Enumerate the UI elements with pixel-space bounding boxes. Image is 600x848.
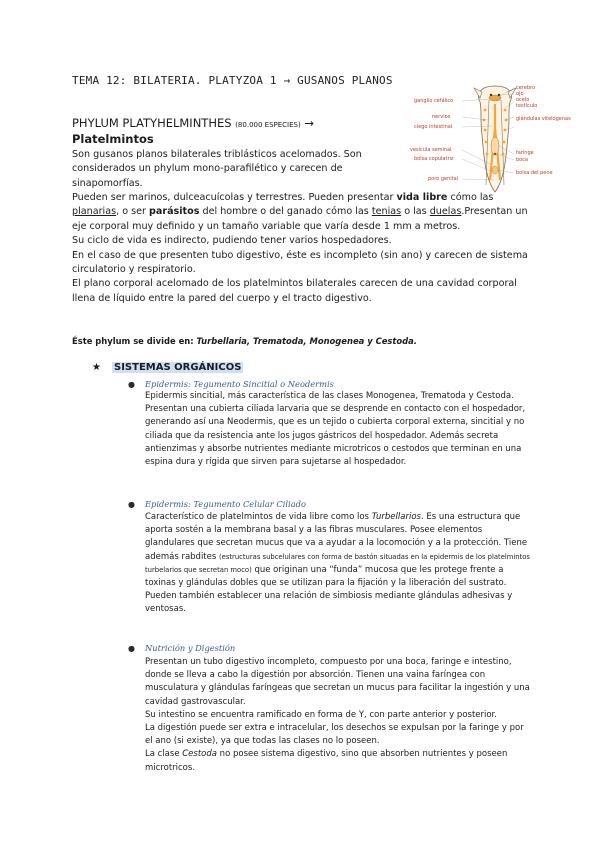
body-text: La clase <box>145 749 183 760</box>
body-text: Característico de platelmintos de vida libre como los <box>145 512 372 522</box>
body-text: La digestión puede ser extra e intracelular, los desechos se expulsan por la faringe y por el ano (si existe), ya que todas las clases no lo poseen. <box>145 723 524 747</box>
section-heading <box>92 362 243 373</box>
auricle-right <box>508 88 516 98</box>
classes-sentence <box>72 336 417 346</box>
item-body-tegumento-sincitial: Epidermis sincitial, más característica de las clases Monogenea, Trematoda y Cestoda. Presentan una cubierta ciliada larvaria que se desprende en contacto con el hospedador, generando así una Neodermis, que es un tejido o cubierta corporal externa, sincitial y no ciliada que da resistencia ante los jugos gástricos del hospedador. Además secreta antienzimas y absorbe nutrientes mediante microtricos o cestodos que terminan en una espina dura y rígida que sirven para sujetarse al hospedador. <box>145 391 526 468</box>
label-boca: boca <box>516 157 529 163</box>
intro-text: del hombre o del ganado cómo las <box>199 206 372 218</box>
label-faringe: faringe <box>516 150 534 156</box>
intro-paragraph-2 <box>72 191 542 306</box>
body-text: . Es una estructura que aporta sostén a la membrana basal y a las fibras musculares. Posee elementos glandulares que secretan mucus que va a ayudar a la locomoción y a la protección. Tiene además rabdites <box>145 512 528 562</box>
label-bolsa-pene: bolsa del pene <box>516 170 553 176</box>
intro-paragraph-1: Son gusanos planos bilaterales triblásticos acelomados. Son considerados un phylum mono-parafilético y carecen de sinapomorfías. <box>72 149 362 189</box>
intro-underline: planarias <box>72 206 117 218</box>
item-heading-text: Epidermis: Tegumento Celular Ciliado <box>144 499 306 509</box>
body-text: Presentan un tubo digestivo incompleto, compuesto por una boca, faringe e intestino, donde se lleva a cabo la digestión por absorción. Tienen una vaina faríngea con musculatura y glándulas faríngeas que secretan un mucus para facilitar la ingestión y una cavidad gastrovascular. <box>145 657 530 707</box>
item-heading-text: Epidermis: Tegumento Sincitial o Neodermis <box>144 379 334 389</box>
star-icon: ★ <box>92 362 101 373</box>
section-label: SISTEMAS ORGÁNICOS <box>114 362 242 373</box>
label-ocelo: ocelo <box>516 97 530 103</box>
body-text: no posee sistema digestivo, sino que absorben nutrientes y poseen microtricos. <box>145 749 508 773</box>
label-nervios: nervios <box>432 114 451 120</box>
label-testiculo: testículo <box>516 103 538 109</box>
label-vesicula: vesícula seminal <box>410 147 452 153</box>
intro-bold: parásitos <box>149 206 200 218</box>
label-glandulas: glándulas vitelógenas <box>516 116 571 122</box>
bullet-icon: ● <box>128 499 135 509</box>
pharynx <box>491 137 499 155</box>
arrow: → <box>304 116 315 130</box>
intro-underline: duelas <box>429 206 462 218</box>
eye-left <box>490 94 492 96</box>
item-heading-tegumento-sincitial <box>128 379 334 389</box>
intro-text: Pueden ser marinos, dulceacuícolas y terrestres. Pueden presentar <box>72 192 397 203</box>
intro-line: Su ciclo de vida es indirecto, pudiendo tener varios hospedadores. <box>72 235 392 247</box>
phylum-species-count: (80.000 ESPECIES) <box>235 121 301 129</box>
intro-bold: vida libre <box>396 192 448 203</box>
classes-lead: Éste phylum se divide en: <box>72 336 197 346</box>
phylum-name: PHYLUM PLATYHELMINTHES <box>72 116 232 130</box>
label-ciego: ciego intestinal <box>414 124 453 130</box>
flatworm-anatomy-diagram <box>410 80 580 196</box>
intro-underline: tenias <box>371 206 402 218</box>
body-text: Su intestino se encuentra ramificado en forma de Y, con parte anterior y posterior. <box>145 709 497 720</box>
intro-text: o las <box>401 206 430 218</box>
intro-text: cómo las <box>447 192 494 203</box>
body-italic: Turbellarios <box>371 512 421 522</box>
intro-line: El plano corporal acelomado de los platelmintos bilaterales carecen de una cavidad corporal llena de líquido entre la pared del cuerpo y el tracto digestivo. <box>72 278 517 304</box>
item-heading-tegumento-ciliado <box>128 499 306 509</box>
label-bolsa-copulatriz: bolsa copulatriz <box>414 156 454 162</box>
item-body-nutricion <box>145 656 533 775</box>
intro-text: , o ser <box>116 206 150 218</box>
body-italic: Cestoda <box>182 749 217 760</box>
item-heading-nutricion <box>128 643 235 653</box>
body-small-note: (estructuras subcelulares con forma de bastón situadas en la epidermis de los platelmintos turbelarios que secretan moco) <box>145 552 530 574</box>
bullet-icon: ● <box>128 643 135 653</box>
penis-bulb <box>492 166 498 174</box>
item-body-tegumento-ciliado <box>145 511 533 617</box>
intro-line: En el caso de que presenten tubo digestivo, éste es incompleto (sin ano) y carecen de sistema circulatorio y respiratorio. <box>72 249 528 276</box>
phylum-heading <box>72 116 412 132</box>
classes-list: Turbellaria, Trematoda, Monogenea y Cestoda. <box>196 336 417 346</box>
label-poro-genital: poro genital <box>428 176 459 182</box>
auricle-left <box>474 88 482 98</box>
item-heading-text: Nutrición y Digestión <box>144 643 236 653</box>
intro-text: .Presentan un eje corporal muy definido y un tamaño variable que varía desde 1 mm a metros. <box>72 206 528 232</box>
label-cerebro: cerebro <box>516 85 536 91</box>
phylum-common-name: Platelmintos <box>72 132 154 146</box>
mouth <box>494 153 496 155</box>
body-text: Pueden también establecer una relación de simbiosis mediante glándulas adhesivas y ventosas. <box>145 591 513 615</box>
label-ganglio: ganglio cefálico <box>414 98 454 104</box>
label-ojo: ojo <box>516 91 524 97</box>
bullet-icon: ● <box>128 379 135 389</box>
body-text: que originan una “funda” mucosa que les protege frente a toxinas y glándulas dobles que se utilizan para la fijación y la liberación del sustrato. <box>145 564 507 589</box>
page-title: TEMA 12: BILATERIA. PLATYZOA 1 → GUSANOS PLANOS <box>72 74 393 87</box>
